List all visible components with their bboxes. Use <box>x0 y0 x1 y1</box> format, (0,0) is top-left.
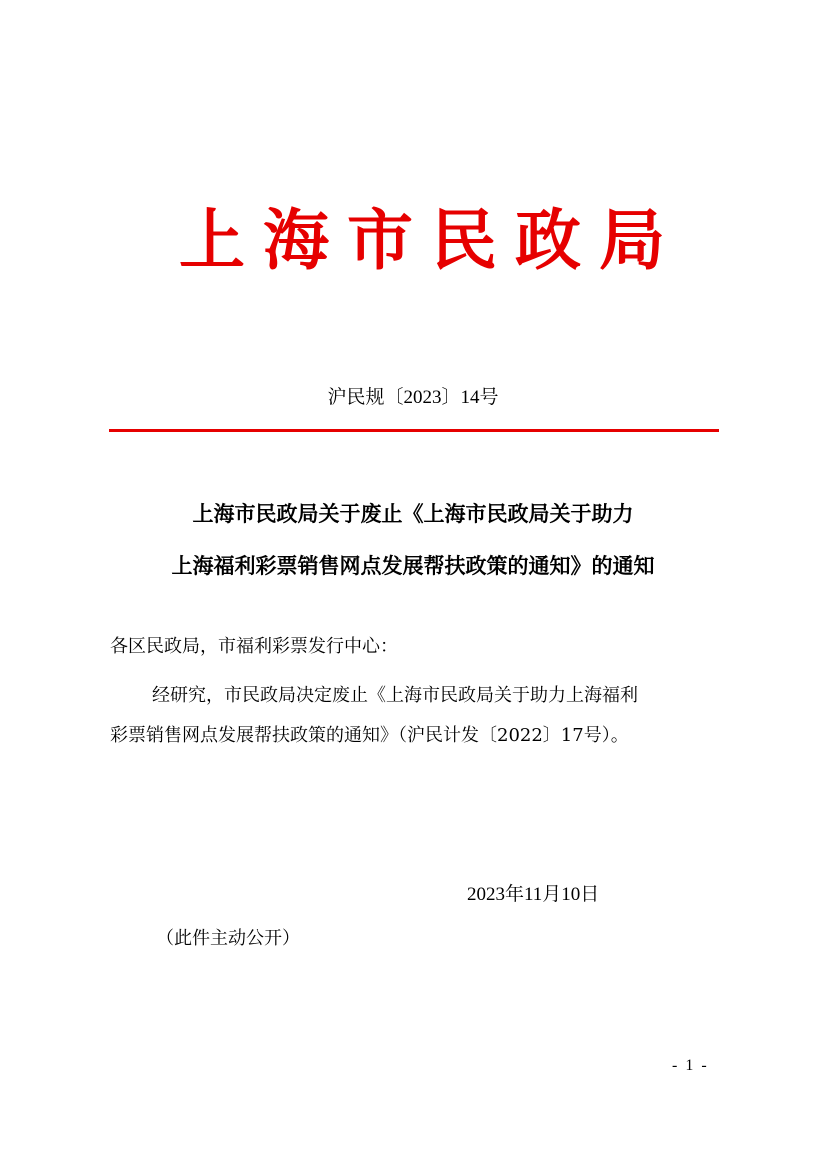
body-paragraph <box>110 676 720 756</box>
letterhead-title: 上海市民政局 <box>179 201 683 279</box>
document-title-line-2: 上海福利彩票销售网点发展帮扶政策的通知》的通知 <box>171 553 655 578</box>
document-number: 沪民规〔2023〕14号 <box>327 387 499 408</box>
disclosure-note: （此件主动公开） <box>156 928 300 949</box>
document-title-line-1: 上海市民政局关于废止《上海市民政局关于助力 <box>192 501 634 526</box>
body-line-1: 经研究，市民政局决定废止《上海市民政局关于助力上海福利 <box>152 685 638 706</box>
recipients: 各区民政局，市福利彩票发行中心： <box>110 636 398 657</box>
issue-date: 2023年11月10日 <box>467 884 600 905</box>
document-title <box>0 488 826 592</box>
body-line-2: 彩票销售网点发展帮扶政策的通知》（沪民计发〔2022〕17号）。 <box>110 725 629 746</box>
red-divider-line <box>109 429 719 432</box>
page-number: - 1 - <box>672 1057 709 1074</box>
